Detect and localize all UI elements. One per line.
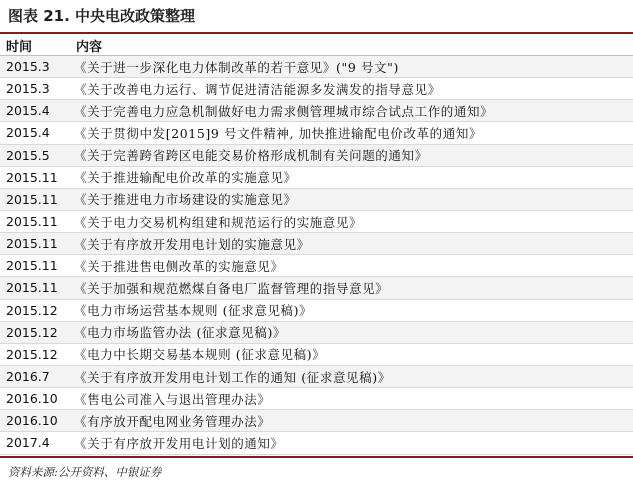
page-title: 图表 21. 中央电改政策整理 (8, 7, 196, 25)
source-note: 资料来源:公开资料、中银证券 (8, 465, 162, 479)
row-time: 2016.10 (6, 391, 58, 407)
row-content: 《关于进一步深化电力体制改革的若干意见》("9 号文") (74, 59, 399, 75)
table-row (0, 277, 633, 299)
row-time: 2015.11 (6, 214, 58, 230)
row-time: 2016.7 (6, 369, 50, 385)
table-row (0, 233, 633, 255)
row-time: 2015.12 (6, 302, 58, 318)
table-row (0, 366, 633, 388)
table-row (0, 211, 633, 233)
row-time: 2015.5 (6, 147, 50, 163)
row-content: 《关于贯彻中发[2015]9 号文件精神, 加快推进输配电价改革的通知》 (74, 125, 483, 141)
table-row (0, 300, 633, 322)
row-content: 《关于完善电力应急机制做好电力需求侧管理城市综合试点工作的通知》 (74, 103, 494, 119)
row-content: 《关于有序放开发用电计划的通知》 (74, 435, 284, 451)
policy-table (0, 36, 633, 455)
row-time: 2016.10 (6, 413, 58, 429)
row-time: 2015.11 (6, 258, 58, 274)
row-content: 《有序放开配电网业务管理办法》 (74, 413, 271, 429)
table-row (0, 344, 633, 366)
row-time: 2015.12 (6, 346, 58, 362)
table-row (0, 410, 633, 432)
column-header-time: 时间 (6, 40, 33, 55)
row-time: 2015.11 (6, 280, 58, 296)
row-time: 2015.11 (6, 169, 58, 185)
footer-divider (0, 456, 633, 458)
row-content: 《电力中长期交易基本规则 (征求意见稿)》 (74, 347, 326, 363)
row-content: 《关于加强和规范燃煤自备电厂监督管理的指导意见》 (74, 280, 389, 296)
table-row (0, 255, 633, 277)
table-row (0, 78, 633, 100)
table-row (0, 189, 633, 211)
row-content: 《关于有序放开发用电计划工作的通知 (征求意见稿)》 (74, 369, 391, 385)
row-content: 《售电公司准入与退出管理办法》 (74, 391, 271, 407)
row-time: 2015.3 (6, 59, 50, 75)
table-row (0, 145, 633, 167)
table-row (0, 322, 633, 344)
row-content: 《关于推进电力市场建设的实施意见》 (74, 192, 297, 208)
table-row (0, 432, 633, 454)
table-row (0, 167, 633, 189)
row-time: 2015.11 (6, 191, 58, 207)
row-content: 《电力市场运营基本规则 (征求意见稿)》 (74, 303, 313, 319)
row-content: 《关于电力交易机构组建和规范运行的实施意见》 (74, 214, 363, 230)
title-divider (0, 32, 633, 34)
row-time: 2015.3 (6, 81, 50, 97)
row-content: 《关于完善跨省跨区电能交易价格形成机制有关问题的通知》 (74, 148, 428, 164)
row-time: 2015.4 (6, 103, 50, 119)
table-header-row (0, 36, 633, 56)
row-content: 《关于有序放开发用电计划的实施意见》 (74, 236, 310, 252)
column-header-content: 内容 (76, 40, 103, 55)
table-row (0, 100, 633, 122)
table-row (0, 388, 633, 410)
row-time: 2015.12 (6, 324, 58, 340)
row-content: 《关于推进售电侧改革的实施意见》 (74, 258, 284, 274)
row-time: 2015.11 (6, 236, 58, 252)
row-content: 《关于推进输配电价改革的实施意见》 (74, 170, 297, 186)
table-row (0, 122, 633, 144)
row-time: 2015.4 (6, 125, 50, 141)
row-content: 《电力市场监管办法 (征求意见稿)》 (74, 325, 287, 341)
row-content: 《关于改善电力运行、调节促进清洁能源多发满发的指导意见》 (74, 81, 441, 97)
row-time: 2017.4 (6, 435, 50, 451)
table-row (0, 56, 633, 78)
